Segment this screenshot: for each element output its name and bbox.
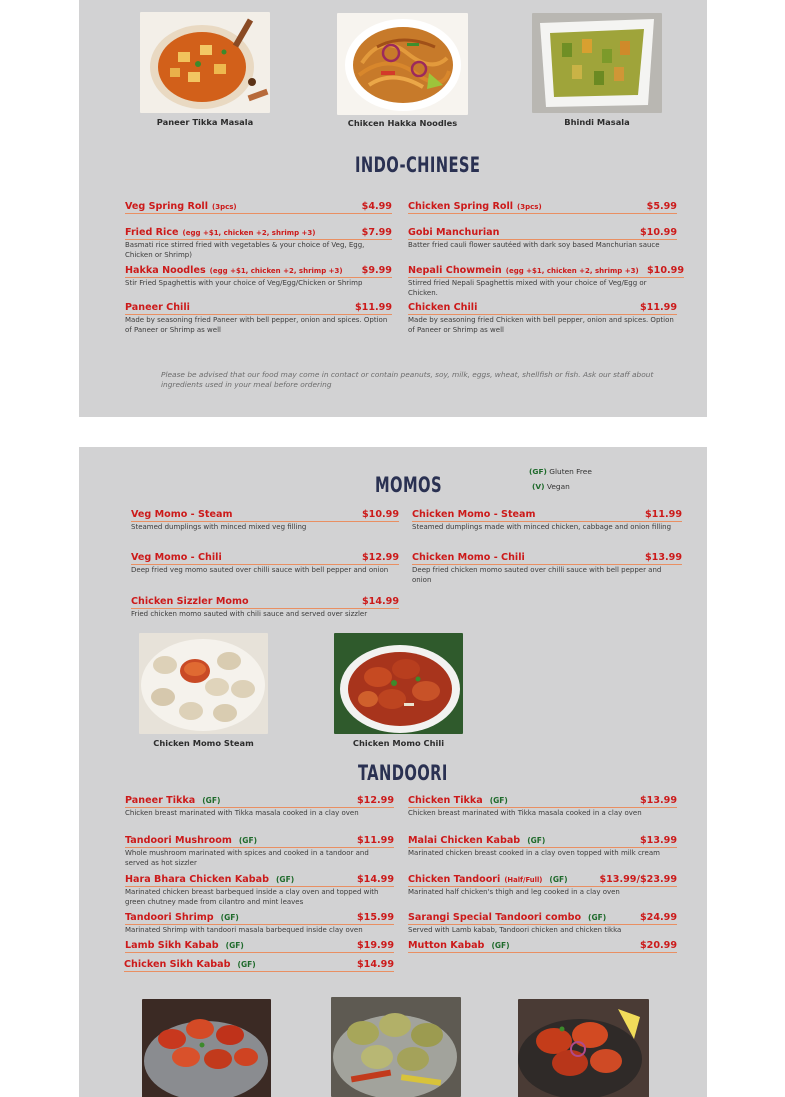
gluten-free-tag: (GF): [489, 796, 508, 805]
menu-item: [412, 552, 682, 585]
menu-item: [408, 227, 677, 251]
gluten-free-tag: (GF): [220, 913, 239, 922]
chicken-momo-chili-photo: [334, 633, 463, 734]
item-price: $11.99: [639, 302, 677, 313]
legend-vegan: [532, 482, 570, 491]
item-name: Chicken Tikka: [408, 795, 483, 806]
gluten-free-tag: (GF): [225, 941, 244, 950]
menu-item: [124, 959, 394, 972]
item-price: $10.99: [639, 227, 677, 238]
item-description: Stirred fried Nepali Spaghettis mixed with your choice of Veg/Egg or Chicken.: [408, 279, 647, 297]
menu-item: [125, 302, 392, 335]
menu-item: [408, 835, 677, 859]
item-description: Marinated chicken breast barbequed inside a clay oven and topped with green chutney made from cilantro and mint leaves: [125, 888, 379, 906]
gluten-free-tag: (GF): [275, 875, 295, 884]
menu-item: [125, 835, 394, 868]
tandoori-shrimp-photo: [142, 999, 271, 1097]
item-name: Paneer Chili: [125, 302, 190, 313]
menu-item: [408, 302, 677, 335]
item-price: $14.99: [361, 596, 399, 607]
item-price: $9.99: [361, 265, 392, 276]
menu-item: [408, 940, 677, 953]
item-name: Chicken Spring Roll: [408, 201, 514, 212]
item-price: $11.99: [644, 509, 682, 520]
item-note: (3pcs): [212, 203, 237, 211]
item-description: Chicken breast marinated with Tikka masala cooked in a clay oven: [408, 809, 642, 817]
item-name: Chicken Momo - Steam: [412, 509, 536, 520]
item-price: $14.99: [356, 959, 394, 970]
item-description: Marinated chicken breast cooked in a clay oven topped with milk cream: [408, 849, 660, 857]
item-description: Batter fried cauli flower sautéed with dark soy based Manchurian sauce: [408, 241, 660, 249]
item-name: Chicken Sikh Kabab: [124, 959, 231, 970]
chicken-momo-chili-caption: Chicken Momo Chili: [352, 738, 445, 748]
item-name: Malai Chicken Kabab: [408, 835, 521, 846]
item-price: $14.99: [356, 874, 394, 885]
gluten-free-tag: (GF): [202, 796, 221, 805]
menu-item: [131, 552, 399, 576]
menu-item: [408, 874, 677, 898]
item-description: Made by seasoning fried Chicken with bell pepper, onion and spices. Option of Paneer or Shrimp as well: [408, 316, 674, 334]
gf-symbol: (GF): [529, 467, 547, 476]
item-name: Hara Bhara Chicken Kabab: [125, 874, 269, 885]
legend-gluten-free: [529, 467, 592, 476]
item-description: Steamed dumplings with minced mixed veg filling: [131, 523, 307, 531]
item-price: $7.99: [361, 227, 392, 238]
item-note: (Half/Full): [504, 876, 543, 884]
item-note: (egg +$1, chicken +2, shrimp +3): [209, 267, 343, 275]
item-name: Sarangi Special Tandoori combo: [408, 912, 582, 923]
item-description: Made by seasoning fried Paneer with bell pepper, onion and spices. Option of Paneer or Shrimp as well: [125, 316, 388, 334]
gluten-free-tag: (GF): [549, 875, 568, 884]
item-price: $4.99: [361, 201, 392, 212]
item-name: Lamb Sikh Kabab: [125, 940, 219, 951]
menu-item: [408, 795, 677, 819]
paneer-tikka-masala-caption: Paneer Tikka Masala: [156, 117, 254, 127]
indo-chinese-title: INDO-CHINESE: [355, 153, 481, 177]
item-description: Deep fried chicken momo sauted over chilli sauce with bell pepper and onion: [412, 566, 662, 584]
paneer-tikka-masala-photo: [140, 12, 270, 113]
item-price: $13.99: [639, 835, 677, 846]
tandoori-title: TANDOORI: [358, 761, 448, 785]
menu-item: [125, 874, 394, 907]
item-note: (egg +$1, chicken +2, shrimp +3): [182, 229, 316, 237]
item-name: Tandoori Shrimp: [125, 912, 214, 923]
item-name: Gobi Manchurian: [408, 227, 500, 238]
item-description: Fried chicken momo sauted with chili sauce and served over sizzler: [131, 610, 368, 618]
menu-item: [408, 265, 684, 298]
gf-label: Gluten Free: [549, 467, 592, 476]
item-price: $12.99: [361, 552, 399, 563]
item-name: Tandoori Mushroom: [125, 835, 232, 846]
item-description: Basmati rice stirred fried with vegetables & your choice of Veg, Egg, Chicken or Shrimp): [125, 241, 365, 259]
menu-page-indo-chinese: [79, 0, 707, 417]
menu-item: [131, 509, 399, 533]
chicken-tandoori-photo: [518, 999, 649, 1097]
item-price: $10.99: [361, 509, 399, 520]
item-price: $13.99: [644, 552, 682, 563]
item-price: $11.99: [356, 835, 394, 846]
gluten-free-tag: (GF): [238, 836, 257, 845]
gluten-free-tag: (GF): [237, 960, 256, 969]
item-description: Chicken breast marinated with Tikka masala cooked in a clay oven: [125, 809, 359, 817]
v-label: Vegan: [546, 482, 570, 491]
item-price: $24.99: [639, 912, 677, 923]
gluten-free-tag: (GF): [588, 913, 607, 922]
item-price: $19.99: [356, 940, 394, 951]
item-price: $5.99: [646, 201, 677, 212]
momos-title: MOMOS: [375, 473, 442, 497]
gluten-free-tag: (GF): [527, 836, 546, 845]
item-description: Marinated half chicken's thigh and leg cooked in a clay oven: [408, 888, 620, 896]
item-price: $15.99: [356, 912, 394, 923]
item-price: $10.99: [646, 265, 684, 276]
item-name: Veg Momo - Steam: [131, 509, 233, 520]
item-price: $20.99: [639, 940, 677, 951]
hara-bhara-kabab-photo: [331, 997, 461, 1097]
v-symbol: (V): [532, 482, 545, 491]
item-note: (3pcs): [517, 203, 542, 211]
item-name: Chicken Chili: [408, 302, 478, 313]
item-name: Mutton Kabab: [408, 940, 485, 951]
item-name: Chicken Momo - Chili: [412, 552, 525, 563]
item-note: (egg +$1, chicken +2, shrimp +3): [505, 267, 639, 275]
item-name: Fried Rice: [125, 227, 179, 238]
menu-item: [408, 201, 677, 214]
item-name: Chicken Tandoori: [408, 874, 501, 885]
menu-item: [125, 227, 392, 260]
menu-item: [131, 596, 399, 620]
menu-item: [125, 201, 392, 214]
menu-item: [125, 265, 392, 289]
menu-item: [125, 940, 394, 953]
item-description: Steamed dumplings made with minced chicken, cabbage and onion filling: [412, 523, 672, 531]
item-price: $13.99: [639, 795, 677, 806]
item-price: $11.99: [354, 302, 392, 313]
item-description: Deep fried veg momo sauted over chilli sauce with bell pepper and onion: [131, 566, 389, 574]
item-name: Chicken Sizzler Momo: [131, 596, 249, 607]
menu-item: [125, 912, 394, 936]
bhindi-masala-photo: [532, 13, 662, 113]
bhindi-masala-caption: Bhindi Masala: [564, 117, 630, 127]
item-price: $12.99: [356, 795, 394, 806]
chicken-hakka-noodles-caption: Chikcen Hakka Noodles: [347, 118, 458, 128]
item-price: $13.99/$23.99: [599, 874, 677, 885]
menu-page-momos-tandoori: [79, 447, 707, 1097]
gluten-free-tag: (GF): [491, 941, 510, 950]
item-name: Nepali Chowmein: [408, 265, 502, 276]
item-name: Veg Momo - Chili: [131, 552, 222, 563]
item-description: Whole mushroom marinated with spices and cooked in a tandoor and served as hot sizzler: [125, 849, 369, 867]
item-name: Veg Spring Roll: [125, 201, 209, 212]
chicken-momo-steam-photo: [139, 633, 268, 734]
chicken-hakka-noodles-photo: [337, 13, 468, 115]
item-description: Stir Fried Spaghettis with your choice of Veg/Egg/Chicken or Shrimp: [125, 279, 363, 287]
menu-item: [408, 912, 677, 936]
item-description: Marinated Shrimp with tandoori masala barbequed inside clay oven: [125, 926, 363, 934]
item-description: Served with Lamb kabab, Tandoori chicken and chicken tikka: [408, 926, 622, 934]
menu-item: [125, 795, 394, 819]
chicken-momo-steam-caption: Chicken Momo Steam: [153, 738, 254, 748]
menu-item: [412, 509, 682, 533]
item-name: Paneer Tikka: [125, 795, 196, 806]
allergen-disclaimer: Please be advised that our food may come in contact or contain peanuts, soy, milk, eggs, wheat, shellfish or fish. Ask our staff about ingredients used in your meal before ordering: [161, 370, 654, 389]
item-name: Hakka Noodles: [125, 265, 206, 276]
